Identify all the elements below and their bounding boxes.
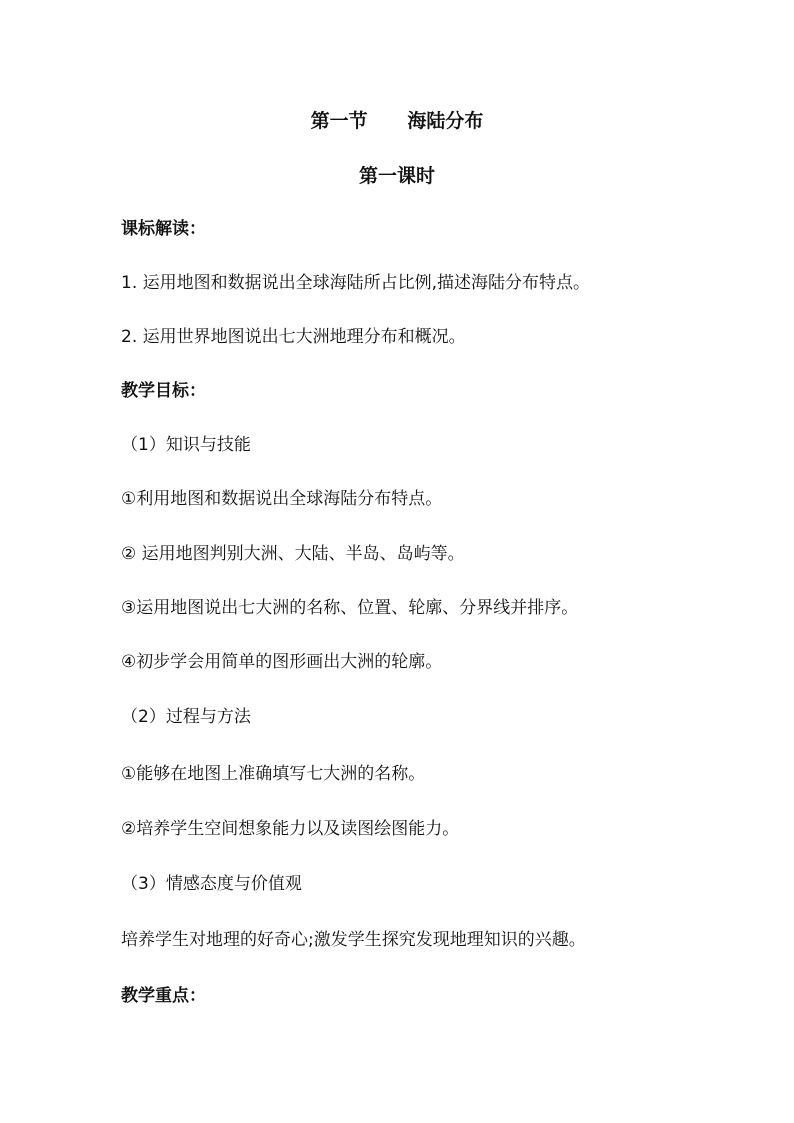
goal-item: ② 运用地图判别大洲、大陆、半岛、岛屿等。 [121,544,465,564]
goal-item: ①利用地图和数据说出全球海陆分布特点。 [121,489,443,509]
subsection-heading-attitude: （3）情感态度与价值观 [121,874,302,894]
document-subtitle: 第一课时 [358,165,435,187]
goal-item: ②培养学生空间想象能力以及读图绘图能力。 [121,819,460,839]
section-heading-goals: 教学目标： [121,381,206,401]
goal-paragraph: 培养学生对地理的好奇心;激发学生探究发现地理知识的兴趣。 [121,930,586,950]
standard-item: 2. 运用世界地图说出七大洲地理分布和概况。 [121,327,466,347]
subsection-heading-knowledge: （1）知识与技能 [121,435,251,455]
section-heading-key-points: 教学重点： [121,986,206,1006]
goal-item: ③运用地图说出七大洲的名称、位置、轮廓、分界线并排序。 [121,598,579,618]
subsection-heading-process: （2）过程与方法 [121,707,251,727]
section-heading-standard: 课标解读： [121,219,206,239]
goal-item: ④初步学会用简单的图形画出大洲的轮廓。 [121,652,443,672]
goal-item: ①能够在地图上准确填写七大洲的名称。 [121,764,426,784]
standard-item: 1. 运用地图和数据说出全球海陆所占比例,描述海陆分布特点。 [121,273,591,293]
document-title: 第一节 海陆分布 [310,110,484,132]
